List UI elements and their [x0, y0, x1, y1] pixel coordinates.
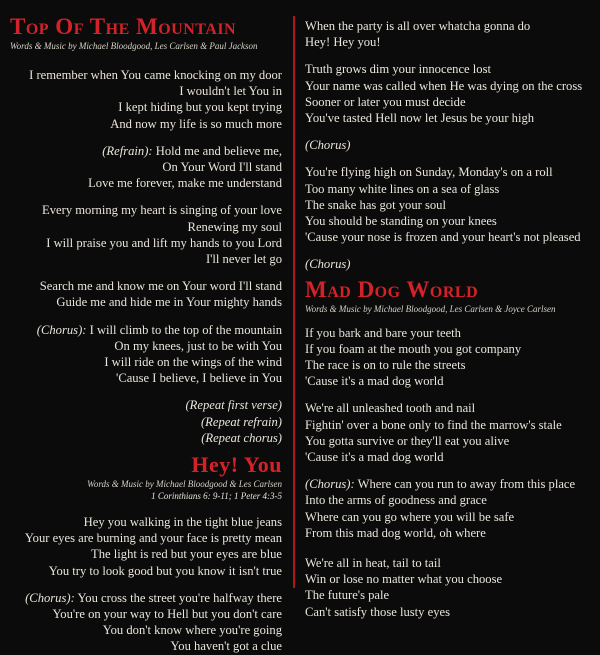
- lyric-line: I wouldn't let You in: [179, 84, 282, 99]
- verse: [305, 325, 595, 390]
- lyric-line: Fightin' over a bone only to find the marrow's stale: [305, 417, 562, 432]
- lyric-line: Your name was called when He was dying on the cross: [305, 78, 583, 93]
- lyric-line: You're flying high on Sunday, Monday's on a roll: [305, 165, 553, 180]
- left-column: [10, 0, 282, 655]
- lyric-line: From this mad dog world, oh where: [305, 525, 486, 540]
- lyric-line: Love me forever, make me understand: [88, 176, 282, 191]
- chorus: [305, 476, 595, 541]
- verse: [305, 555, 595, 620]
- lyric-line: Where can you go where you will be safe: [305, 509, 515, 524]
- lyric-line: (Refrain): Hold me and believe me,: [102, 143, 282, 158]
- lyric-line: If you bark and bare your teeth: [305, 325, 461, 340]
- lyric-line: The snake has got your soul: [305, 197, 446, 212]
- lyric-line: The light is red but your eyes are blue: [91, 547, 282, 562]
- lyric-line: Renewing my soul: [187, 219, 282, 234]
- verse: [10, 202, 282, 267]
- lyric-line: When the party is all over whatcha gonna do: [305, 19, 531, 33]
- verse: [305, 18, 595, 50]
- lyric-line: (Chorus): You cross the street you're halfway there: [25, 590, 282, 605]
- lyric-line: Search me and know me on Your word I'll stand: [39, 279, 282, 294]
- lyric-line: Too many white lines on a sea of glass: [305, 181, 500, 196]
- repeat-note: (Repeat first verse): [185, 398, 282, 413]
- chorus-marker: (Chorus): [305, 257, 351, 272]
- lyric-line: Sooner or later you must decide: [305, 94, 466, 109]
- lyric-line: Your eyes are burning and your face is pretty mean: [24, 531, 282, 546]
- lyric-line: On my knees, just to be with You: [114, 338, 282, 353]
- lyric-line: Can't satisfy those lusty eyes: [305, 604, 450, 619]
- song-credits: Words & Music by Michael Bloodgood, Les Carlsen & Joyce Carlsen: [305, 303, 556, 314]
- song-title-mad-dog-world: Mad Dog World: [305, 276, 479, 302]
- chorus-marker: (Chorus): [305, 138, 351, 153]
- lyric-line: Truth grows dim your innocence lost: [305, 62, 491, 77]
- lyric-line: I will praise you and lift my hands to you Lord: [46, 235, 282, 250]
- lyric-line: Win or lose no matter what you choose: [305, 572, 503, 587]
- lyric-line: Guide me and hide me in Your mighty hands: [56, 295, 282, 310]
- refrain-label: (Refrain):: [102, 143, 153, 158]
- lyric-line: 'Cause it's a mad dog world: [305, 450, 444, 465]
- repeat-note: (Repeat refrain): [200, 414, 282, 429]
- lyric-line: Hey! Hey you!: [305, 35, 381, 50]
- right-column: [305, 0, 595, 620]
- lyric-line: 'Cause I believe, I believe in You: [116, 371, 282, 386]
- lyric-line: You don't know where you're going: [102, 623, 282, 638]
- lyric-line: If you foam at the mouth you got company: [305, 341, 522, 356]
- lyric-line: You've tasted Hell now let Jesus be your high: [305, 111, 535, 126]
- lyric-line: I remember when You came knocking on my door: [29, 68, 282, 82]
- lyric-line: 'Cause your nose is frozen and your heart's not pleased: [305, 230, 581, 245]
- lyric-line: We're all unleashed tooth and nail: [305, 401, 476, 416]
- lyric-line: We're all in heat, tail to tail: [305, 556, 441, 571]
- chorus-label: (Chorus):: [25, 590, 75, 605]
- lyric-line: 'Cause it's a mad dog world: [305, 374, 444, 389]
- verse: [305, 400, 595, 465]
- lyric-line: On Your Word I'll stand: [162, 160, 282, 175]
- chorus: [10, 590, 282, 655]
- song-credits: Words & Music by Michael Bloodgood & Les Carlsen: [87, 479, 282, 490]
- chorus-label: (Chorus):: [36, 322, 87, 337]
- song-title-hey-you: Hey! You: [191, 452, 282, 478]
- chorus: [10, 322, 282, 387]
- lyric-line: I'll never let go: [205, 252, 282, 267]
- repeat-note: (Repeat chorus): [201, 430, 282, 445]
- lyric-line: I kept hiding but you kept trying: [118, 100, 282, 115]
- verse: [305, 61, 595, 126]
- verse: [305, 164, 595, 245]
- chorus-label: (Chorus):: [305, 477, 355, 492]
- lyric-line: Every morning my heart is singing of your love: [42, 203, 282, 218]
- refrain: [10, 143, 282, 192]
- verse: [10, 278, 282, 310]
- lyric-line: Into the arms of goodness and grace: [305, 493, 487, 508]
- lyric-line: Hey you walking in the tight blue jeans: [83, 515, 282, 530]
- song-title-top-of-the-mountain: Top Of The Mountain: [10, 14, 237, 39]
- scripture-reference: 1 Corinthians 6: 9-11; 1 Peter 4:3-5: [151, 491, 282, 502]
- lyric-line: You gotta survive or they'll eat you alive: [305, 433, 510, 448]
- lyric-line: You're on your way to Hell but you don't care: [52, 607, 282, 622]
- lyric-line: I will ride on the wings of the wind: [104, 355, 282, 370]
- verse: [10, 67, 282, 132]
- lyric-line: You should be standing on your knees: [305, 214, 497, 229]
- lyric-line: You try to look good but you know it isn't true: [48, 563, 282, 578]
- lyric-line: (Chorus): Where can you run to away from this place: [305, 477, 576, 492]
- lyric-line: The future's pale: [305, 588, 390, 603]
- song-credits: Words & Music by Michael Bloodgood, Les Carlsen & Paul Jackson: [10, 41, 258, 51]
- lyric-line: The race is on to rule the streets: [305, 358, 466, 373]
- column-divider: [293, 16, 295, 588]
- lyric-line: And now my life is so much more: [110, 116, 282, 131]
- verse: [10, 514, 282, 579]
- lyric-line: (Chorus): I will climb to the top of the mountain: [36, 322, 282, 337]
- lyric-line: You haven't got a clue: [170, 639, 282, 654]
- repeat-instructions: [10, 397, 282, 446]
